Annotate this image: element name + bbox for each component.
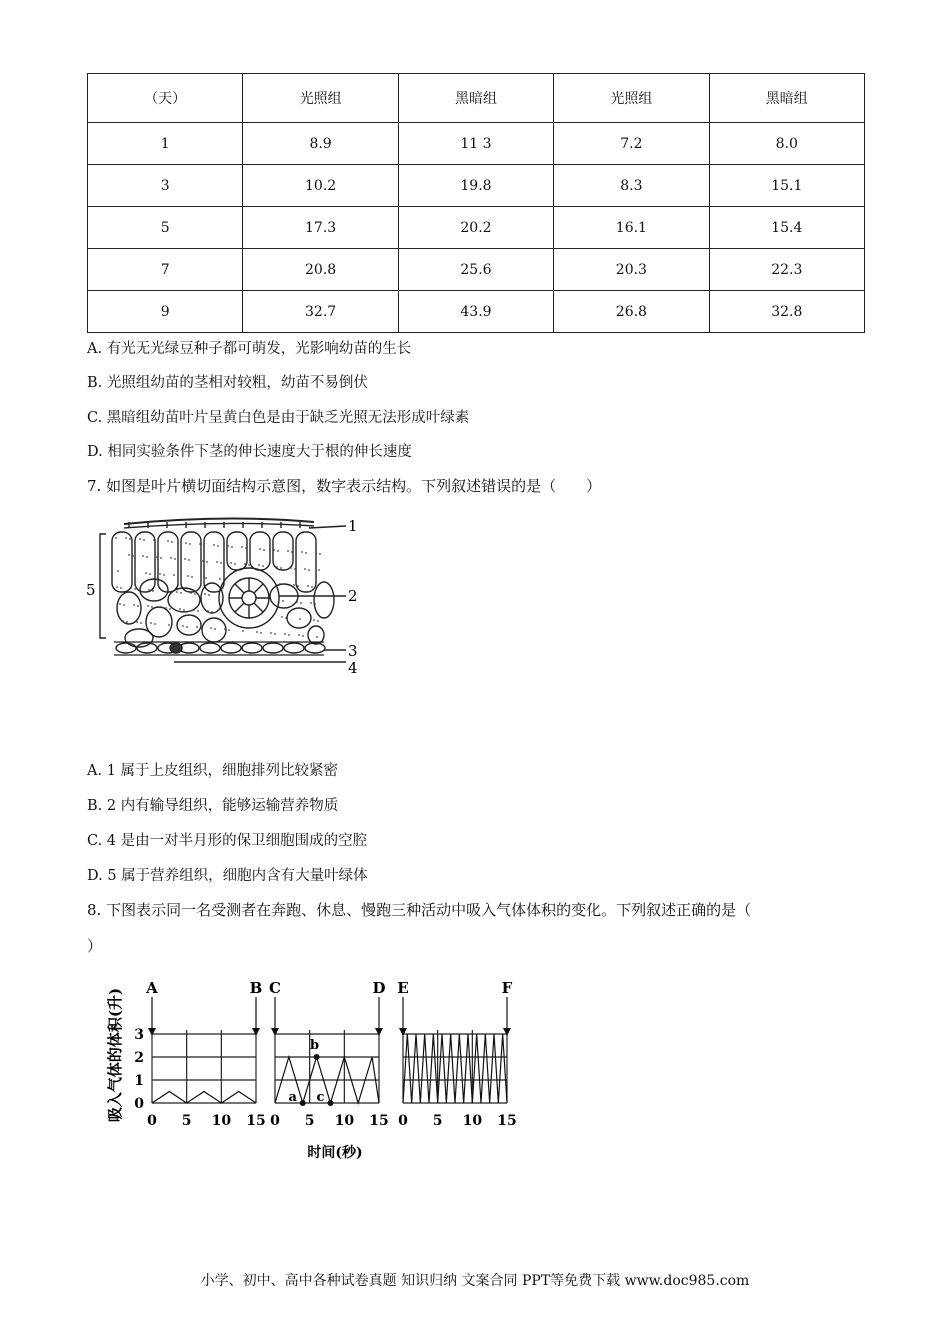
table-row [88, 207, 865, 249]
table-cell: 32.8 [709, 291, 864, 333]
marker-arrowhead [271, 1028, 279, 1036]
x-tick-label: 5 [432, 1113, 443, 1129]
table-cell: 25.6 [398, 249, 553, 291]
table-cell: 17.3 [243, 207, 398, 249]
q6-option-a: A. 有光无光绿豆种子都可萌发，光影响幼苗的生长 [87, 341, 412, 357]
table-cell: 20.8 [243, 249, 398, 291]
q7-stem: 7. 如图是叶片横切面结构示意图，数字表示结构。下列叙述错误的是（ ） [87, 477, 602, 495]
q6-option-b: B. 光照组幼苗的茎相对较粗，幼苗不易倒伏 [87, 375, 368, 391]
y-tick-label: 0 [134, 1096, 144, 1112]
marker-label-e: E [397, 979, 409, 997]
q7-option-a: A. 1 属于上皮组织，细胞排列比较紧密 [87, 763, 339, 779]
marker-label-f: F [501, 979, 513, 997]
y-axis-label: 吸入气体的体积(升) [106, 987, 124, 1123]
chart-panel [398, 1030, 517, 1129]
table-cell: 16.1 [554, 207, 709, 249]
series-line [152, 1092, 256, 1104]
table-cell: 43.9 [398, 291, 553, 333]
table-cell: 8.9 [243, 123, 398, 165]
label-3: 3 [348, 642, 358, 660]
table-row [88, 291, 865, 333]
point-a [300, 1100, 306, 1106]
table-cell: 20.3 [554, 249, 709, 291]
x-tick-label: 0 [147, 1113, 157, 1129]
table-cell: 20.2 [398, 207, 553, 249]
leaf-cross-section-diagram [84, 510, 374, 680]
marker-label-a: A [146, 979, 158, 997]
table-cell: 1 [88, 123, 243, 165]
table-cell: 32.7 [243, 291, 398, 333]
table-cell: 8.3 [554, 165, 709, 207]
q7-option-c: C. 4 是由一对半月形的保卫细胞围成的空腔 [87, 833, 368, 849]
marker-arrowhead [375, 1028, 383, 1036]
marker-arrowhead [503, 1028, 511, 1036]
series-line [403, 1034, 507, 1103]
q6-option-d: D. 相同实验条件下茎的伸长速度大于根的伸长速度 [87, 444, 412, 460]
table-cell: 11 3 [398, 123, 553, 165]
marker-arrowhead [399, 1028, 407, 1036]
point-label-b: b [310, 1038, 320, 1053]
chart-panel [270, 1030, 389, 1129]
table-cell: 3 [88, 165, 243, 207]
marker-label-d: D [372, 979, 386, 997]
x-tick-label: 0 [270, 1113, 280, 1129]
x-tick-label: 5 [304, 1113, 315, 1129]
label-5: 5 [86, 581, 96, 599]
footer-text: 小学、初中、高中各种试卷真题 知识归纳 文案合同 PPT等免费下载 www.doc985.com [200, 1273, 750, 1289]
table-header-row [88, 74, 865, 123]
x-tick-label: 5 [181, 1113, 192, 1129]
q7-option-b: B. 2 内有输导组织，能够运输营养物质 [87, 798, 339, 814]
q8-stem-line2: ） [87, 937, 103, 955]
point-c [327, 1100, 333, 1106]
table-header-cell: 黑暗组 [398, 74, 553, 123]
marker-label-b: B [249, 979, 263, 997]
y-tick-label: 1 [134, 1073, 144, 1089]
q8-stem-line1: 8. 下图表示同一名受测者在奔跑、休息、慢跑三种活动中吸入气体体积的变化。下列叙述正确的是（ [87, 901, 752, 919]
table-header-cell: 光照组 [554, 74, 709, 123]
table-cell: 9 [88, 291, 243, 333]
x-tick-label: 10 [334, 1113, 355, 1129]
table-row [88, 165, 865, 207]
label-4: 4 [348, 659, 358, 677]
table-cell: 7 [88, 249, 243, 291]
x-tick-label: 15 [246, 1113, 266, 1129]
table-header-cell: 光照组 [243, 74, 398, 123]
table-row [88, 123, 865, 165]
table-header-cell: （天） [88, 74, 243, 123]
growth-data-table [87, 73, 865, 333]
table-cell: 7.2 [554, 123, 709, 165]
table-cell: 26.8 [554, 291, 709, 333]
x-tick-label: 15 [497, 1113, 517, 1129]
x-tick-label: 10 [462, 1113, 483, 1129]
table-row [88, 249, 865, 291]
label-2: 2 [348, 587, 358, 605]
x-tick-label: 0 [398, 1113, 408, 1129]
breathing-volume-chart [100, 975, 530, 1170]
table-cell: 10.2 [243, 165, 398, 207]
q6-option-c: C. 黑暗组幼苗叶片呈黄白色是由于缺乏光照无法形成叶绿素 [87, 410, 470, 426]
marker-arrowhead [148, 1028, 156, 1036]
x-axis-label: 时间(秒) [307, 1145, 363, 1161]
table-cell: 22.3 [709, 249, 864, 291]
table-header-cell: 黑暗组 [709, 74, 864, 123]
table-cell: 8.0 [709, 123, 864, 165]
table-cell: 15.4 [709, 207, 864, 249]
label-1: 1 [348, 517, 358, 535]
point-b [314, 1054, 320, 1060]
marker-label-c: C [269, 979, 281, 997]
x-tick-label: 15 [369, 1113, 389, 1129]
table-cell: 5 [88, 207, 243, 249]
q7-option-d: D. 5 属于营养组织，细胞内含有大量叶绿体 [87, 868, 368, 884]
y-tick-label: 2 [134, 1050, 144, 1066]
chart-panel [147, 1030, 266, 1129]
marker-arrowhead [252, 1028, 260, 1036]
y-tick-label: 3 [134, 1027, 144, 1043]
point-label-a: a [288, 1090, 297, 1105]
table-cell: 15.1 [709, 165, 864, 207]
table-cell: 19.8 [398, 165, 553, 207]
point-label-c: c [316, 1090, 325, 1105]
x-tick-label: 10 [211, 1113, 232, 1129]
